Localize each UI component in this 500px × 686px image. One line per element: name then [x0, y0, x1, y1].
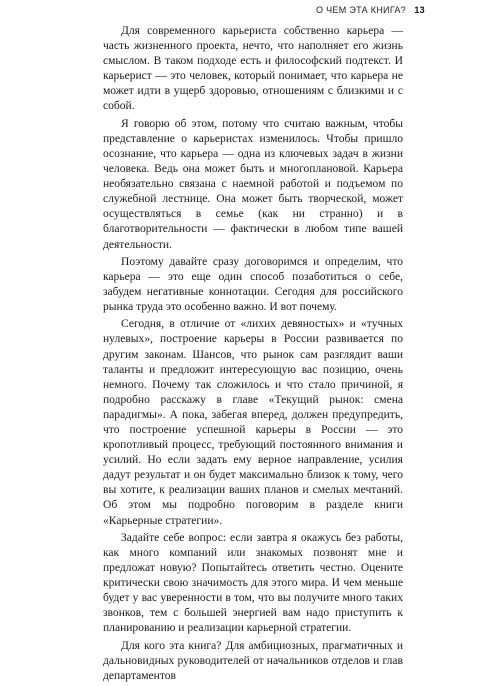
paragraph: Я говорю об этом, потому что считаю важным, чтобы представление о карьеристах изменилось. Чтобы пришло осознание, что карьера — одна из ключевых задач в жизни человека. Ведь она может быть и многоплановой. Карьера необязательно связана с наемной работой и подъемом по служебной лестнице. Она может быть творческой, может осуществляться в семье (как ни странно) и в благотворительности — фактически в любом типе вашей деятельности.	[103, 117, 403, 251]
paragraph: Задайте себе вопрос: если завтра я окажусь без работы, как много компаний или знакомых позвонят мне и предложат новую? Попытайтесь ответить честно. Оцените критически свою значимость для этого мира. И чем меньше будет у вас уверенности в том, что вы получите много таких звонков, тем с большей энергией вам надо приступить к планированию и реализации карьерной стратегии.	[103, 531, 403, 635]
paragraph: Поэтому давайте сразу договоримся и определим, что карьера — это еще один способ позаботиться о себе, забудем негативные коннотации. Сегодня для российского рынка труда это особенно важно. И вот почему.	[103, 255, 403, 314]
running-title: О ЧЕМ ЭТА КНИГА?	[316, 5, 406, 15]
paragraph: Для современного карьериста собственно карьера — часть жизненного проекта, нечто, что наполняет его жизнь смыслом. В таком подходе есть и философский подтекст. И карьерист — это человек, который понимает, что карьера не может идти в ущерб здоровью, отношениям с близкими и с собой.	[103, 25, 403, 113]
paragraph: Сегодня, в отличие от «лихих девяностых» и «тучных нулевых», построение карьеры в России развивается по другим законам. Шансов, что рынок сам разглядит ваши таланты и предложит интересующую вас позицию, очень немного. Почему так сложилось и что стало причиной, я подробно расскажу в главе «Текущий рынок: смена парадигмы». А пока, забегая вперед, должен предупредить, что построение успешной карьеры в России — это кропотливый процесс, требующий постоянного внимания и усилий. Но если задать ему верное направление, усилия дадут результат и он будет максимально близок к тому, чего вы хотите, к реализации ваших планов и смелых мечтаний. Об этом мы подробно поговорим в разделе книги «Карьерные стратегии».	[103, 318, 403, 527]
page-header	[0, 5, 500, 19]
body-text	[103, 24, 403, 686]
paragraph: Для кого эта книга? Для амбициозных, прагматичных и дальновидных руководителей от начальников отделов и глав департаментов	[103, 639, 403, 682]
page-number: 13	[414, 5, 425, 15]
